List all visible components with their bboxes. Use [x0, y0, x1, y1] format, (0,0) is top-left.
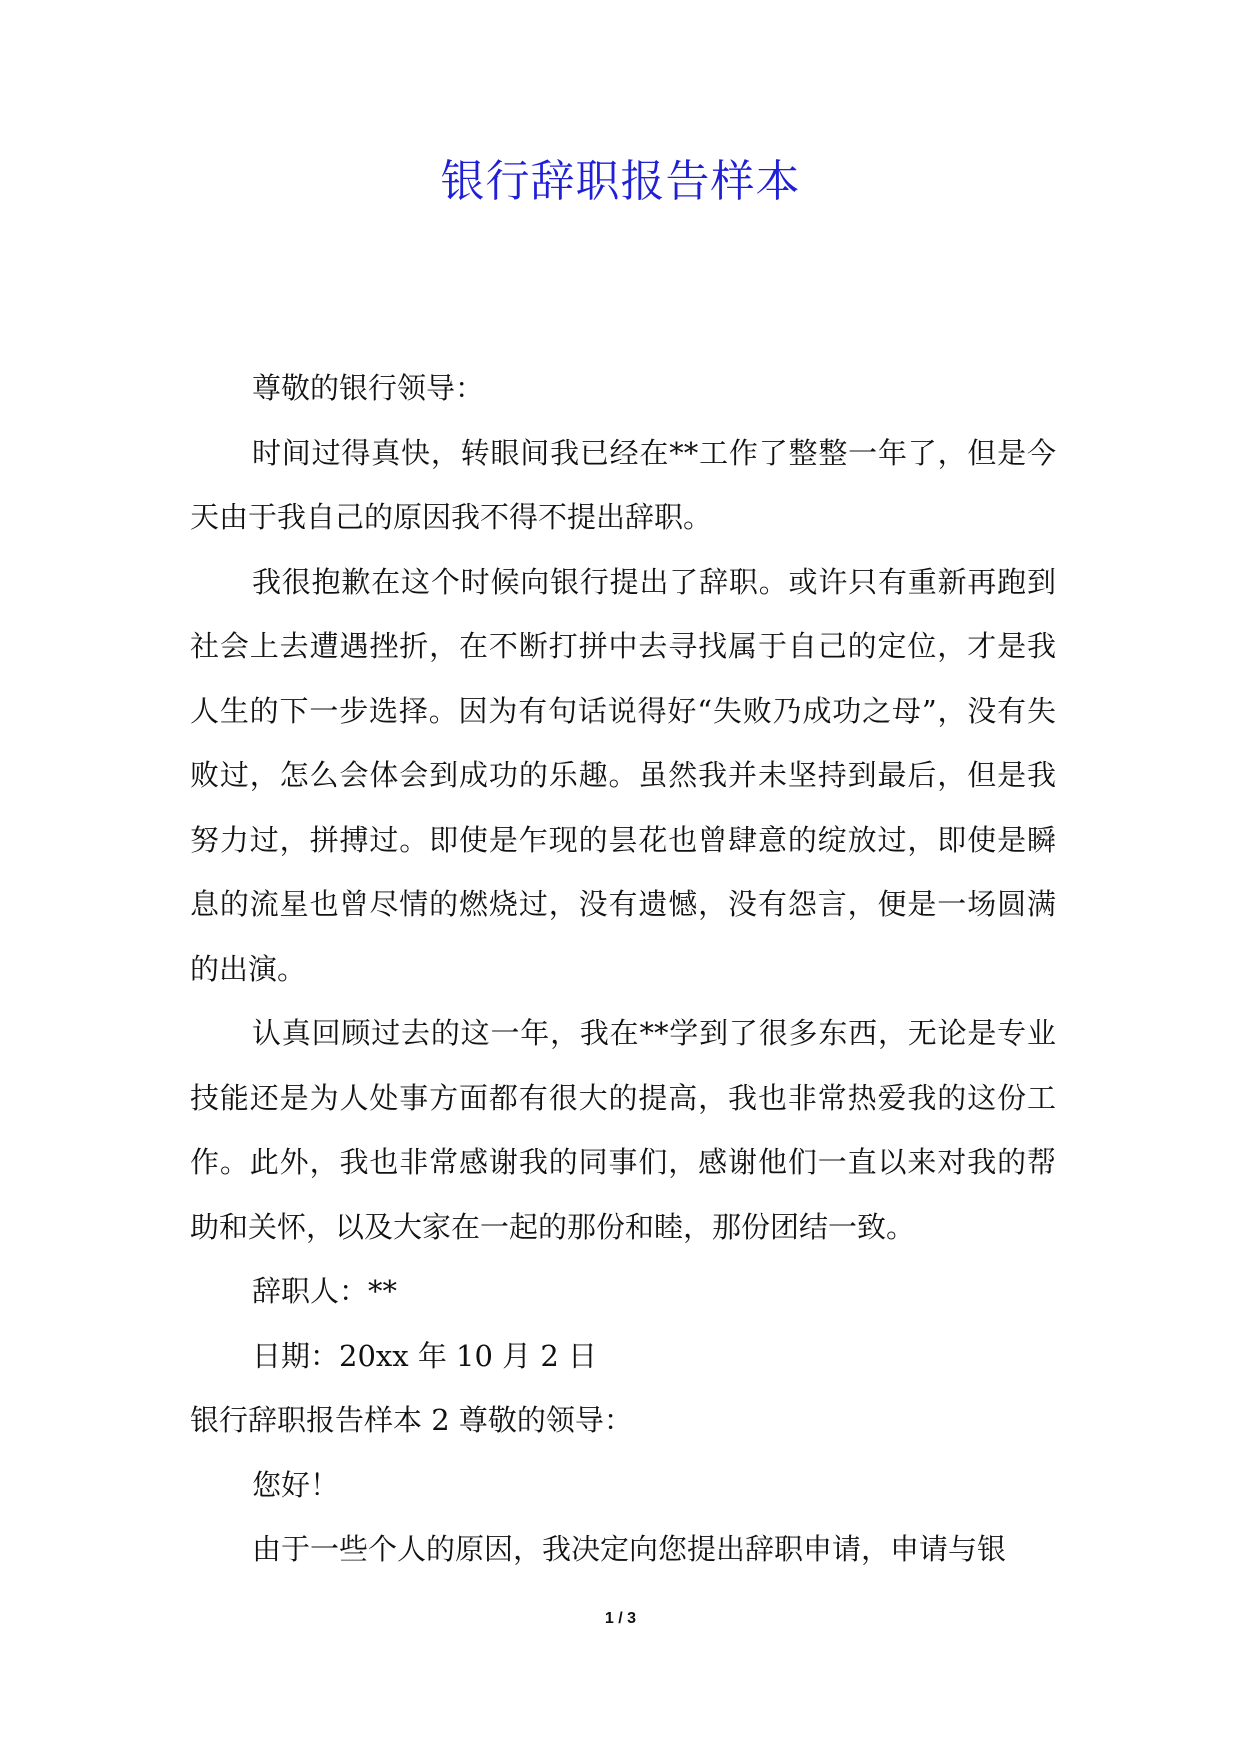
document-body — [190, 356, 1056, 1582]
paragraph-intro: 时间过得真快，转眼间我已经在**工作了整整一年了，但是今天由于我自己的原因我不得不提出辞职。 — [190, 435, 1056, 534]
paragraph-reason: 由于一些个人的原因，我决定向您提出辞职申请，申请与银 — [252, 1532, 1007, 1566]
paragraph-apology: 我很抱歉在这个时候向银行提出了辞职。或许只有重新再跑到社会上去遭遇挫折，在不断打拼中去寻找属于自己的定位，才是我人生的下一步选择。因为有句话说得好“失败乃成功之母”，没有失败过，怎么会体会到成功的乐趣。虽然我并未坚持到最后，但是我努力过，拼搏过。即使是乍现的昙花也曾肆意的绽放过，即使是瞬息的流星也曾尽情的燃烧过，没有遗憾，没有怨言，便是一场圆满的出演。 — [190, 564, 1056, 986]
paragraph-review: 认真回顾过去的这一年，我在**学到了很多东西，无论是专业技能还是为人处事方面都有很大的提高，我也非常热爱我的这份工作。此外，我也非常感谢我的同事们，感谢他们一直以来对我的帮助和关怀，以及大家在一起的那份和睦，那份团结一致。 — [190, 1016, 1056, 1244]
sample-2-heading: 银行辞职报告样本 2 尊敬的领导： — [190, 1403, 633, 1437]
date-line: 日期：20xx 年 10 月 2 日 — [252, 1338, 598, 1373]
salutation: 尊敬的银行领导： — [252, 371, 485, 405]
document-title: 银行辞职报告样本 — [440, 156, 801, 207]
greeting: 您好！ — [252, 1467, 340, 1502]
signature-line: 辞职人：** — [252, 1274, 398, 1308]
page-number: 1 / 3 — [604, 1610, 637, 1627]
